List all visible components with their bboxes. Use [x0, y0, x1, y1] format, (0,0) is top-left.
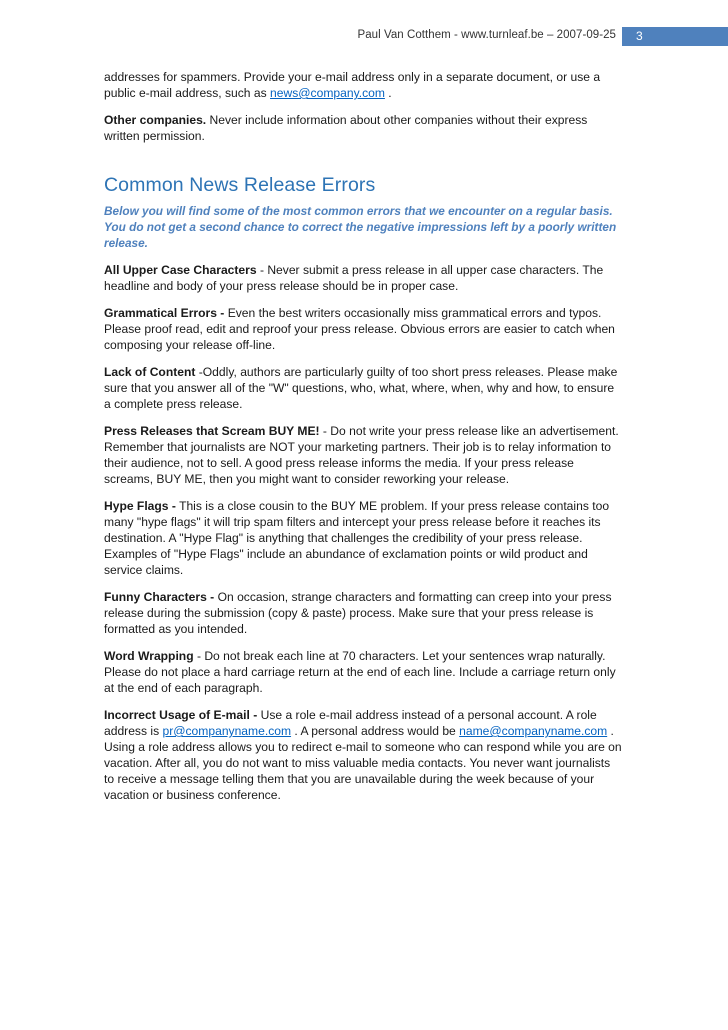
error-item-upper-case	[104, 262, 622, 294]
error-item-grammatical	[104, 305, 622, 353]
section-intro: Below you will find some of the most common errors that we encounter on a regular basis. You do not get a second chance to correct the negative impressions left by a poorly written release.	[104, 204, 617, 250]
error-item-email-usage	[104, 707, 622, 803]
error-item-title: Grammatical Errors -	[104, 306, 225, 320]
paragraph-text: addresses for spammers. Provide your e-mail address only in a separate document, or use a public e-mail address, such as	[104, 70, 601, 100]
paragraph-spam-addresses	[104, 69, 622, 101]
error-item-lack-of-content	[104, 364, 622, 412]
error-item-title: Word Wrapping	[104, 649, 194, 663]
error-item-title: Incorrect Usage of E-mail -	[104, 708, 258, 722]
error-item-title: All Upper Case Characters	[104, 263, 257, 277]
section-heading: Common News Release Errors	[104, 174, 376, 196]
error-item-text: -Oddly, authors are particularly guilty of too short press releases. Please make sure that you answer all of the "W" questions, who, what, where, when, why and how, to ensure a complete press release.	[104, 365, 618, 411]
error-item-text: - Do not break each line at 70 characters. Let your sentences wrap naturally. Please do not place a hard carriage return at the end of each line. Include a carriage return only at the end of each paragraph.	[104, 649, 616, 695]
error-item-text: This is a close cousin to the BUY ME problem. If your press release contains too many "hype flags" it will trip spam filters and intercept your press release before it reaches its destination. A "Hype Flag" is anything that challenges the credibility of your press release. Examples of "Hype Flags" include an abundance of exclamation points or wild product and service claims.	[104, 499, 610, 577]
error-item-text: - Do not write your press release like an advertisement. Remember that journalists are NOT your marketing partners. Their job is to relay information to their audience, not to sell. A good press release informs the media. If your press release screams, BUY ME, then you might want to consider reworking your release.	[104, 424, 619, 486]
error-item-text: Use a role e-mail address instead of a personal account. A role address is	[104, 708, 597, 738]
paragraph-title: Other companies.	[104, 113, 207, 127]
error-item-text: Even the best writers occasionally miss grammatical errors and typos. Please proof read, edit and reproof your press release. Obvious errors are easier to catch when composing your release off-line.	[104, 306, 615, 352]
paragraph-text: Never include information about other companies without their express written permission.	[104, 113, 588, 143]
error-item-buy-me	[104, 423, 622, 487]
error-item-word-wrapping	[104, 648, 622, 696]
paragraph-other-companies	[104, 112, 622, 144]
error-item-title: Hype Flags -	[104, 499, 176, 513]
document-body	[104, 69, 622, 814]
error-item-title: Funny Characters -	[104, 590, 215, 604]
news-email-link[interactable]: news@company.com	[270, 86, 385, 100]
error-item-funny-characters	[104, 589, 622, 637]
error-item-title: Lack of Content	[104, 365, 196, 379]
error-item-text: . A personal address would be	[291, 724, 460, 738]
role-email-link[interactable]: pr@companyname.com	[162, 724, 292, 738]
page-header	[0, 27, 728, 47]
page-number: 3	[622, 27, 728, 46]
error-item-text: . Using a role address allows you to redirect e-mail to someone who can respond while you are on vacation. After all, you do not want to miss valuable media contacts. You never want journalists to receive a message telling them that you are unavailable during the week because of your vacation or business conference.	[104, 724, 622, 802]
error-item-title: Press Releases that Scream BUY ME!	[104, 424, 320, 438]
paragraph-text-end: .	[384, 86, 392, 100]
error-item-hype-flags	[104, 498, 622, 578]
error-item-text: On occasion, strange characters and formatting can creep into your press release during the submission (copy & paste) process. Make sure that your press release is formatted as you intended.	[104, 590, 612, 636]
header-text: Paul Van Cotthem - www.turnleaf.be – 2007-09-25	[357, 29, 616, 41]
personal-email-link[interactable]: name@companyname.com	[459, 724, 608, 738]
error-item-text: - Never submit a press release in all upper case characters. The headline and body of your press release should be in proper case.	[104, 263, 604, 293]
